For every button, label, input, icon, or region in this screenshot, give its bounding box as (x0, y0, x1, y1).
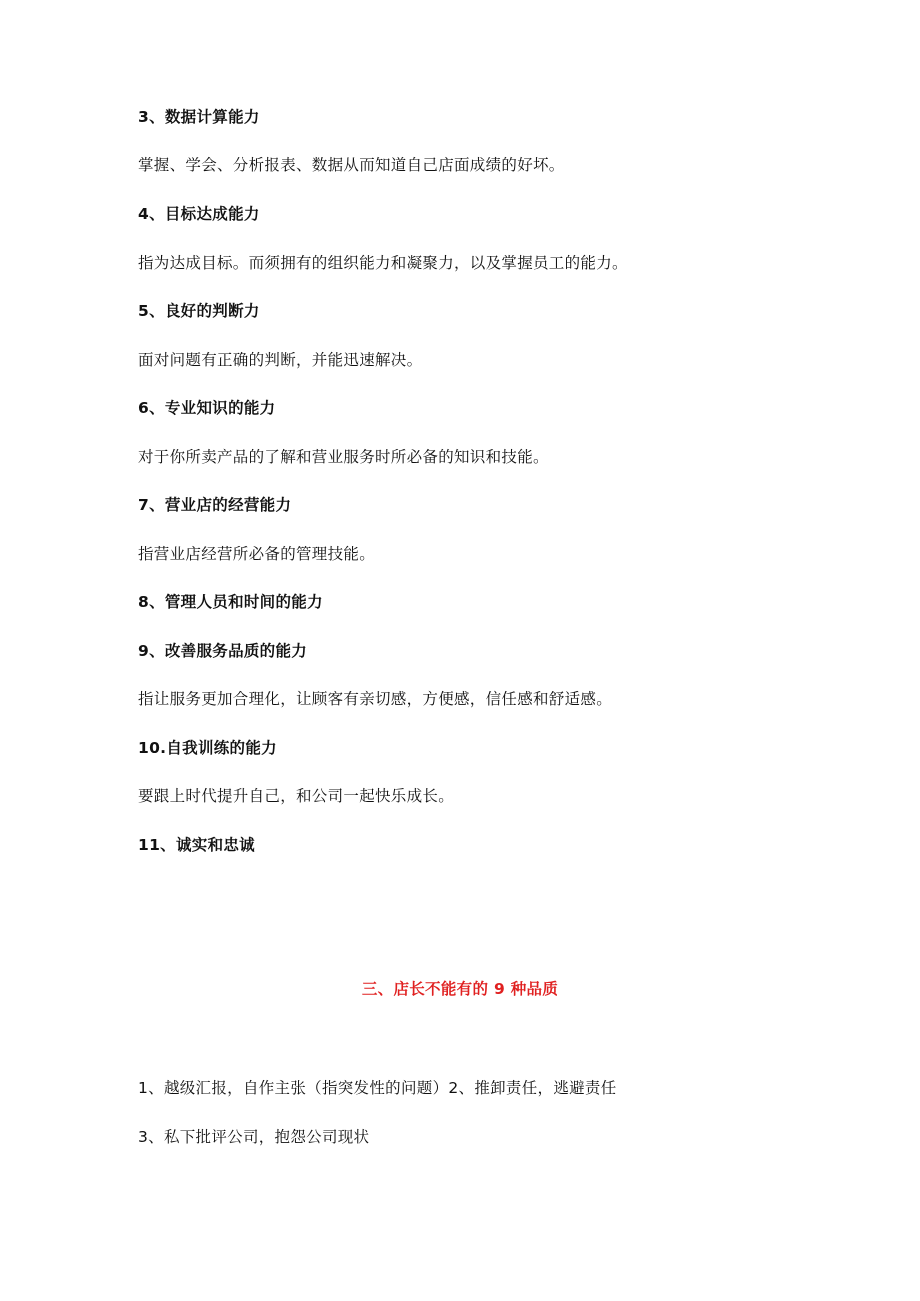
heading-judgement: 5、良好的判断力 (138, 302, 260, 320)
paragraph-service-quality: 指让服务更加合理化，让顾客有亲切感，方便感，信任感和舒适感。 (138, 690, 613, 708)
list-item-forbidden-3: 3、私下批评公司，抱怨公司现状 (138, 1128, 370, 1146)
heading-goal-achievement: 4、目标达成能力 (138, 205, 260, 223)
list-item-forbidden-1-2: 1、越级汇报，自作主张（指突发性的问题）2、推卸责任，逃避责任 (138, 1079, 617, 1097)
section-title: 三、店长不能有的 9 种品质 (361, 980, 559, 998)
heading-professional-knowledge: 6、专业知识的能力 (138, 399, 276, 417)
heading-data-calculation: 3、数据计算能力 (138, 108, 260, 126)
paragraph-store-operation: 指营业店经营所必备的管理技能。 (138, 545, 376, 563)
heading-store-operation: 7、营业店的经营能力 (138, 496, 292, 514)
heading-people-time-management: 8、管理人员和时间的能力 (138, 593, 323, 611)
heading-service-quality: 9、改善服务品质的能力 (138, 642, 308, 660)
paragraph-data-calculation: 掌握、学会、分析报表、数据从而知道自己店面成绩的好坏。 (138, 156, 565, 174)
paragraph-judgement: 面对问题有正确的判断，并能迅速解决。 (138, 351, 423, 369)
paragraph-goal-achievement: 指为达成目标。而须拥有的组织能力和凝聚力，以及掌握员工的能力。 (138, 254, 628, 272)
paragraph-professional-knowledge: 对于你所卖产品的了解和营业服务时所必备的知识和技能。 (138, 448, 549, 466)
heading-self-training: 10.自我训练的能力 (138, 739, 277, 757)
paragraph-self-training: 要跟上时代提升自己，和公司一起快乐成长。 (138, 787, 455, 805)
heading-honesty-loyalty: 11、诚实和忠诚 (138, 836, 255, 854)
